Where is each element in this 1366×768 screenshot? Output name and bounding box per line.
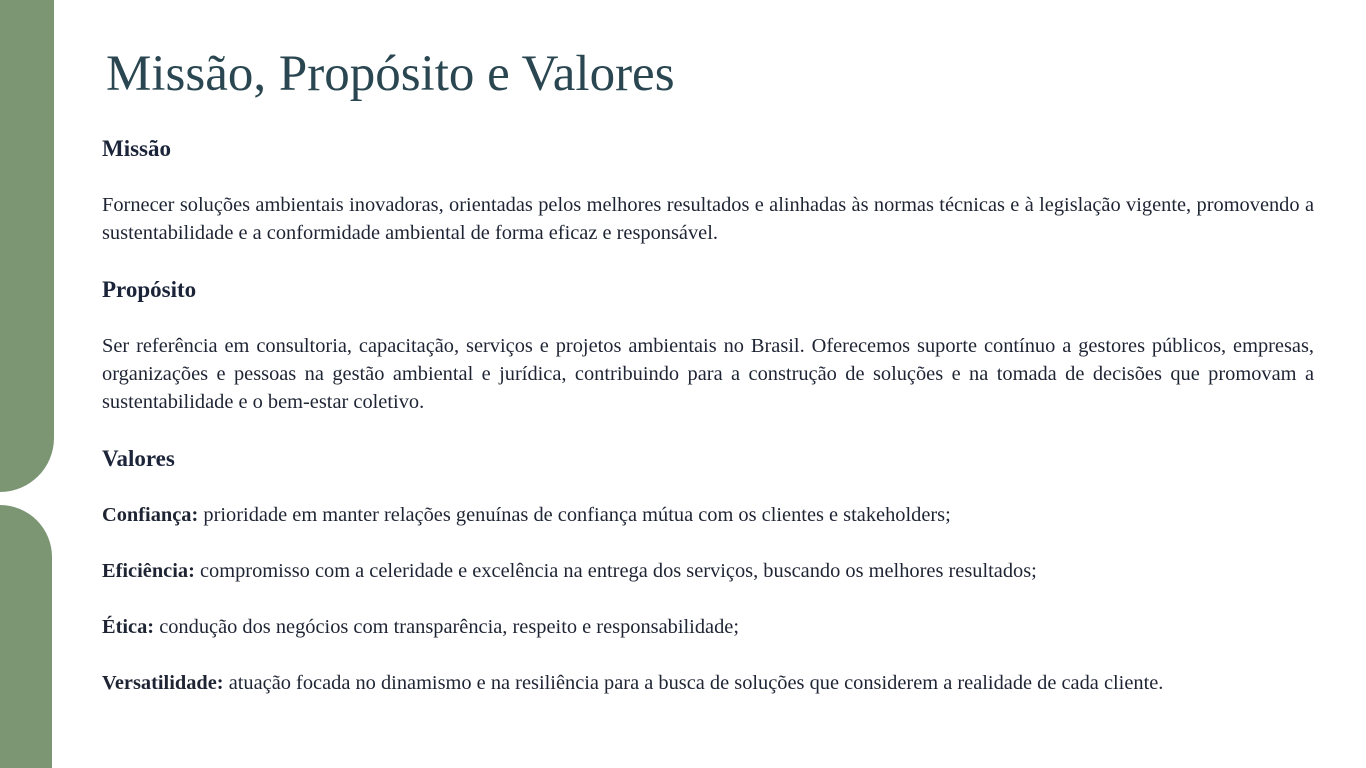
content-body <box>102 134 1314 697</box>
decorative-side-bar-top <box>0 0 54 492</box>
value-term: Eficiência: <box>102 560 195 582</box>
value-term: Confiança: <box>102 504 199 526</box>
value-description: prioridade em manter relações genuínas de confiança mútua com os clientes e stakeholders; <box>198 504 951 526</box>
value-item-etica <box>102 613 1314 641</box>
page-title: Missão, Propósito e Valores <box>106 46 675 102</box>
value-description: compromisso com a celeridade e excelência na entrega dos serviços, buscando os melhores resultados; <box>194 560 1037 582</box>
value-description: condução dos negócios com transparência, respeito e responsabilidade; <box>154 616 739 638</box>
value-item-versatilidade <box>102 669 1314 697</box>
mission-text: Fornecer soluções ambientais inovadoras, orientadas pelos melhores resultados e alinhadas às normas técnicas e à legislação vigente, promovendo a sustentabilidade e a conformidade ambiental de forma eficaz e responsável. <box>102 194 1314 244</box>
value-term: Ética: <box>102 616 155 638</box>
mission-heading: Missão <box>102 136 171 161</box>
value-description: atuação focada no dinamismo e na resiliência para a busca de soluções que considerem a realidade de cada cliente. <box>223 672 1164 694</box>
decorative-side-bar-bottom <box>0 505 52 768</box>
purpose-text: Ser referência em consultoria, capacitação, serviços e projetos ambientais no Brasil. Oferecemos suporte contínuo a gestores públicos, empresas, organizações e pessoas na gestão ambiental e jurídica, contribuindo para a construção de soluções e na tomada de decisões que promovam a sustentabilidade e o bem-estar coletivo. <box>102 335 1314 413</box>
purpose-heading: Propósito <box>102 277 197 302</box>
value-item-eficiencia <box>102 557 1314 585</box>
value-term: Versatilidade: <box>102 672 224 694</box>
value-item-confianca <box>102 501 1314 529</box>
values-heading: Valores <box>102 446 175 471</box>
